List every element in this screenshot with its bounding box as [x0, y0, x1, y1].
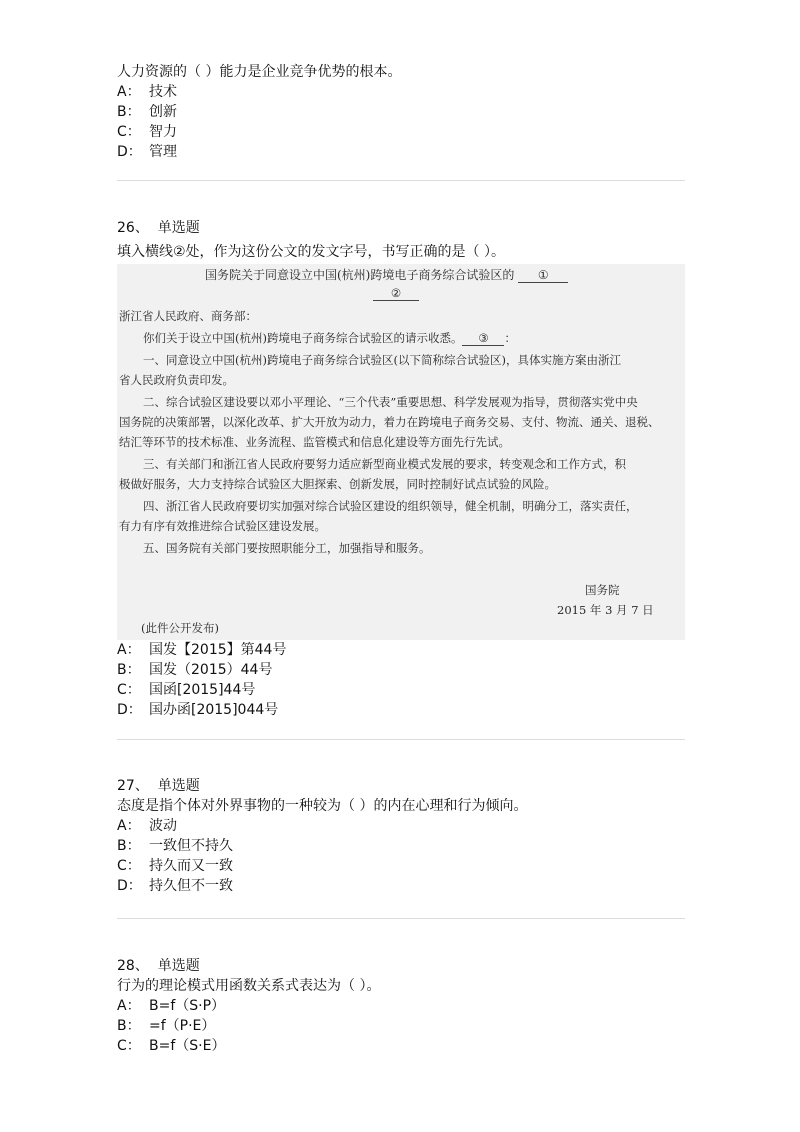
divider: [117, 739, 685, 740]
option-c[interactable]: C： B=f（S·E）: [117, 1038, 226, 1054]
question-27: [117, 776, 685, 896]
option-c[interactable]: C： 国函[2015]44号: [117, 682, 256, 698]
question-number: 26、: [117, 220, 149, 236]
doc-paragraph-5: 五、国务院有关部门要按照职能分工，加强指导和服务。: [143, 541, 431, 555]
option-b[interactable]: B： 国发（2015）44号: [117, 662, 273, 678]
option-a[interactable]: A： B=f（S·P）: [117, 998, 226, 1014]
divider: [117, 180, 685, 181]
question-number: 27、: [117, 778, 149, 794]
question-number: 28、: [117, 958, 149, 974]
doc-paragraph-2-cont2: 结汇等环节的技术标准、业务流程、监管模式和信息化建设等方面先行先试。: [119, 435, 510, 449]
doc-paragraph-0: 你们关于设立中国(杭州)跨境电子商务综合试验区的请示收悉。 ③ ：: [143, 331, 516, 345]
doc-signer: 国务院: [585, 583, 620, 597]
question-header: [117, 776, 685, 796]
question-stem: 行为的理论模式用函数关系式表达为（ ）。: [117, 978, 381, 994]
doc-paragraph-4-cont: 有力有序有效推进综合试验区建设发展。: [119, 519, 326, 533]
option-b[interactable]: B： 创新: [117, 104, 177, 120]
doc-recipient: 浙江省人民政府、商务部：: [119, 309, 257, 323]
option-c[interactable]: C： 智力: [117, 124, 177, 140]
doc-paragraph-4: 四、浙江省人民政府要切实加强对综合试验区建设的组织领导，健全机制，明确分工，落实责任，: [143, 499, 638, 513]
option-a[interactable]: A： 技术: [117, 84, 177, 100]
question-25: [117, 62, 685, 162]
question-type: 单选题: [157, 778, 200, 794]
option-d[interactable]: D： 管理: [117, 144, 177, 160]
question-26: [117, 218, 685, 262]
doc-paragraph-1-cont: 省人民政府负责印发。: [119, 373, 234, 387]
doc-paragraph-3-cont: 极做好服务，大力支持综合试验区大胆探索、创新发展，同时控制好试点试验的风险。: [119, 477, 556, 491]
doc-date: 2015 年 3 月 7 日: [557, 603, 654, 617]
divider: [117, 918, 685, 919]
option-b[interactable]: B： =f（P·E）: [117, 1018, 216, 1034]
question-28: [117, 956, 685, 1056]
question-type: 单选题: [157, 958, 200, 974]
doc-paragraph-2-cont: 国务院的决策部署，以深化改革、扩大开放为动力，着力在跨境电子商务交易、支付、物流、通关、退税、: [119, 415, 660, 429]
option-c[interactable]: C： 持久而又一致: [117, 858, 233, 874]
doc-note: (此件公开发布): [141, 621, 219, 635]
question-stem: 填入横线②处，作为这份公文的发文字号，书写正确的是（ ）。: [117, 244, 505, 260]
option-b[interactable]: B： 一致但不持久: [117, 838, 233, 854]
option-a[interactable]: A： 波动: [117, 818, 177, 834]
question-type: 单选题: [157, 220, 200, 236]
question-26-options: [117, 640, 685, 720]
doc-paragraph-1: 一、同意设立中国(杭州)跨境电子商务综合试验区(以下简称综合试验区)，具体实施方案由浙江: [143, 353, 621, 367]
option-d[interactable]: D： 持久但不一致: [117, 878, 233, 894]
doc-title: 国务院关于同意设立中国(杭州)跨境电子商务综合试验区的 ①: [205, 266, 568, 283]
doc-paragraph-2: 二、综合试验区建设要以邓小平理论、“三个代表”重要思想、科学发展观为指导，贯彻落实党中央: [143, 395, 638, 409]
question-stem: 人力资源的（ ）能力是企业竞争优势的根本。: [117, 64, 402, 80]
question-stem: 态度是指个体对外界事物的一种较为（ ）的内在心理和行为倾向。: [117, 798, 528, 814]
doc-marker-2: ②: [373, 286, 419, 301]
question-header: [117, 956, 685, 976]
option-d[interactable]: D： 国办函[2015]044号: [117, 702, 279, 718]
doc-paragraph-3: 三、有关部门和浙江省人民政府要努力适应新型商业模式发展的要求，转变观念和工作方式，积: [143, 457, 626, 471]
option-a[interactable]: A： 国发【2015】第44号: [117, 642, 287, 658]
question-header: [117, 218, 685, 238]
official-document-image: [117, 264, 685, 640]
